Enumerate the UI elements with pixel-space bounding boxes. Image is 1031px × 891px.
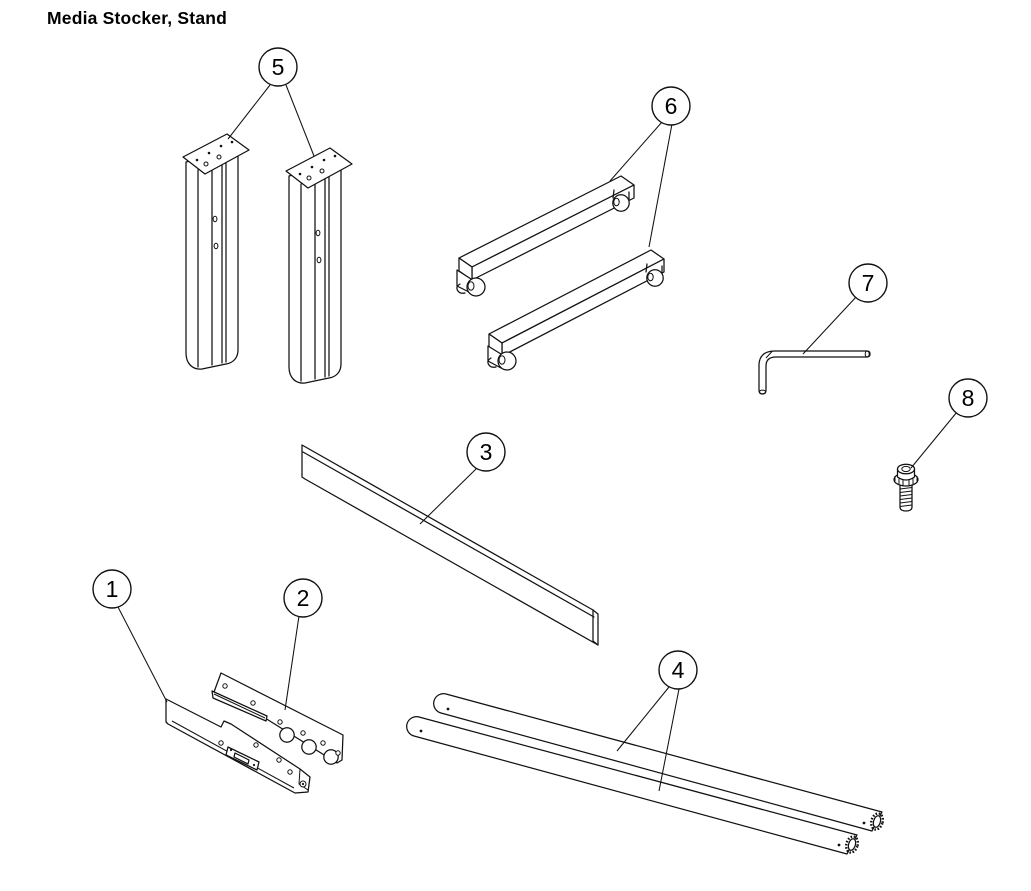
part-4-tube-lower: [407, 717, 860, 854]
callout-6: [610, 87, 690, 247]
callout-number: 7: [861, 270, 875, 296]
callout-1: [93, 570, 167, 702]
callout-3: [420, 433, 505, 524]
page-title: Media Stocker, Stand: [47, 8, 228, 28]
callout-number: 5: [271, 54, 285, 80]
caster-wheel: [467, 278, 485, 296]
callout-number: 6: [664, 93, 678, 119]
caster-wheel: [498, 352, 516, 370]
caster-wheel: [613, 195, 629, 211]
callout-number: 1: [105, 576, 119, 602]
callout-number: 8: [961, 385, 975, 411]
callout-8: [911, 379, 987, 468]
callout-5: [228, 48, 314, 156]
part-5-leg-right: [286, 148, 352, 383]
part-5-leg-left: [183, 134, 249, 369]
callout-number: 4: [671, 657, 685, 683]
part-7-hex-wrench: [759, 351, 870, 394]
callout-7: [803, 264, 887, 354]
callout-2: [284, 579, 322, 710]
roll-hook: [302, 740, 316, 754]
part-6-foot-lower: [488, 250, 664, 370]
roll-hook: [280, 728, 294, 742]
part-3-crossbar: [302, 445, 598, 645]
part-4-tube-upper: [434, 694, 885, 831]
caster-wheel: [647, 270, 663, 286]
part-8-screw: [894, 464, 918, 511]
callout-number: 3: [479, 439, 493, 465]
callout-number: 2: [296, 585, 310, 611]
